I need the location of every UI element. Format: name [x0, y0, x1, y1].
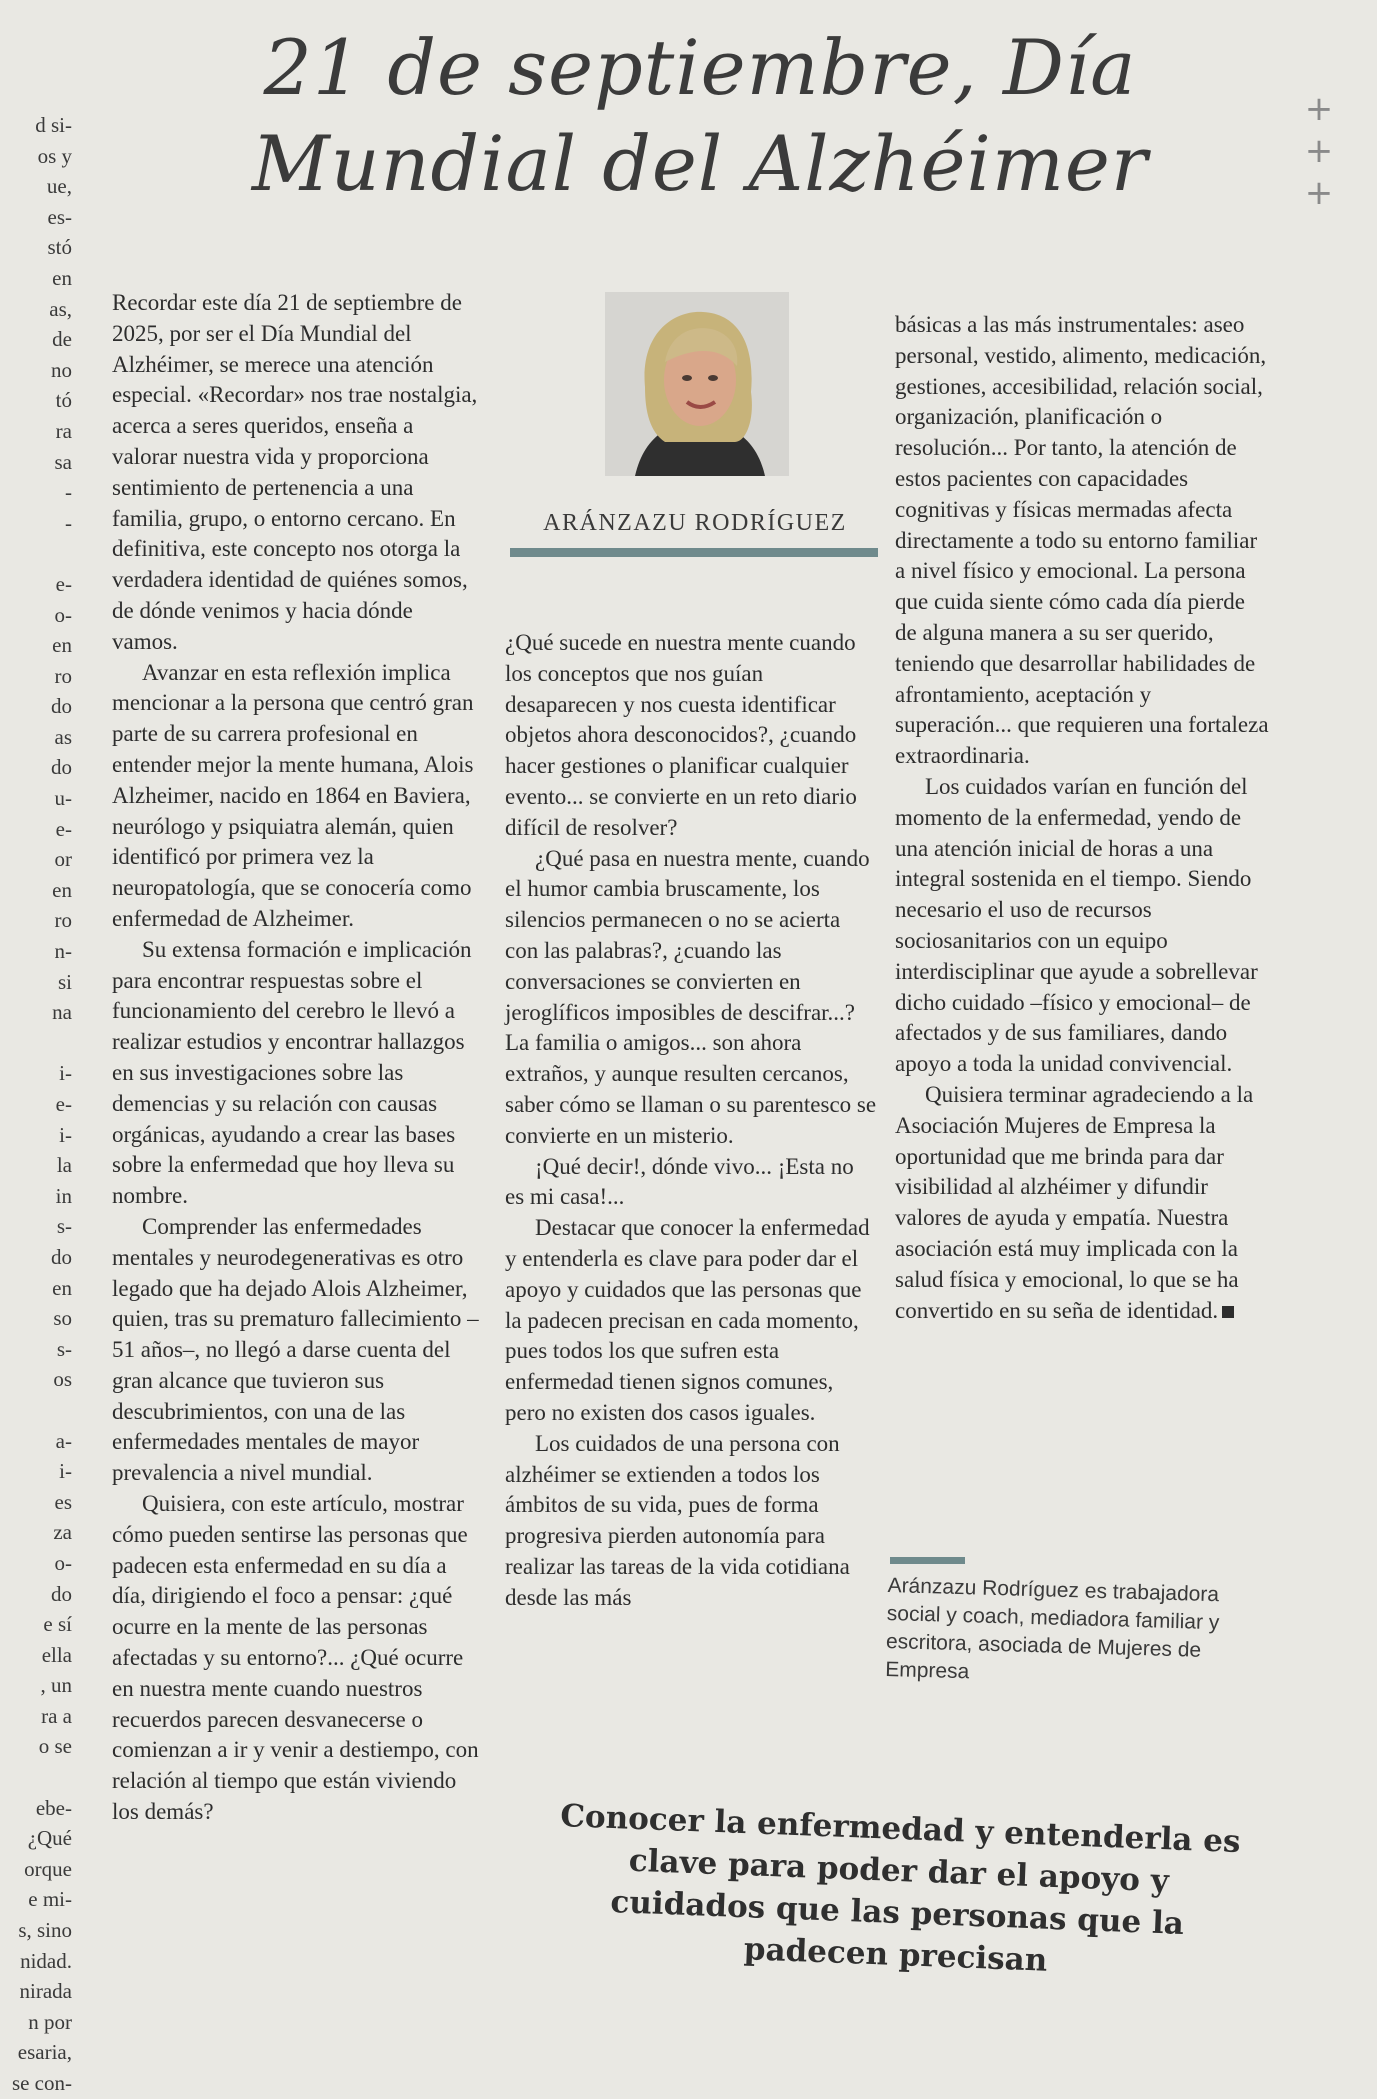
paragraph: Comprender las enfermedades mentales y neurodegenerativas es otro legado que ha dejado Alois Alzheimer, quien, tras su prematuro fallecimiento –51 años–, no llegó a darse cuenta del gran alcance que tuvieron sus descubrimientos, con una de las enfermedades mentales de mayor prevalencia a nivel mundial. — [112, 1213, 479, 1486]
paragraph: Los cuidados de una persona con alzhéimer se extienden a todos los ámbitos de su vida, pues de forma progresiva pierden autonomía para realizar las tareas de la vida cotidiana desde las más — [505, 1430, 850, 1610]
edge-text-line: es- — [47, 204, 72, 229]
edge-text-line: i- — [59, 1061, 72, 1086]
paragraph: ¿Qué pasa en nuestra mente, cuando el humor cambia bruscamente, los silencios permanecen o no se acierta con las palabras?, ¿cuando las conversaciones se convierten en jeroglíficos imposibles de descifrar...? La familia o amigos... son ahora extraños, y aunque resulten cercanos, saber cómo se llaman o su parentesco se convierte en un misterio. — [505, 845, 877, 1148]
edge-text-line — [0, 1395, 72, 1426]
edge-text-line: es — [54, 1489, 72, 1514]
edge-text-line: ebe- — [35, 1795, 72, 1820]
edge-text-line: orque — [24, 1856, 72, 1881]
edge-text-line: s, sino — [18, 1918, 72, 1943]
edge-text-line: e mi- — [28, 1887, 72, 1912]
edge-text-line: , un — [40, 1673, 72, 1698]
edge-text-line: u- — [54, 786, 72, 811]
author-name: ARÁNZAZU RODRÍGUEZ — [543, 510, 847, 536]
edge-text-line: do — [51, 1581, 72, 1606]
edge-text-line: a- — [55, 1428, 72, 1453]
end-of-article-icon — [1222, 1306, 1234, 1318]
edge-text-line: or — [54, 847, 72, 872]
article-column-1 — [112, 288, 480, 1828]
edge-text-line: ra a — [41, 1703, 72, 1728]
edge-text-line: in — [55, 1183, 72, 1208]
crop-marks — [1299, 88, 1339, 214]
paragraph: Recordar este día 21 de septiembre de 2025, por ser el Día Mundial del Alzhéimer, se merece una atención especial. «Recordar» nos trae nostalgia, acerca a seres queridos, enseña a valorar nuestra vida y proporciona sentimiento de pertenencia a una familia, grupo, o entorno cercano. En definitiva, este concepto nos otorga la verdadera identidad de quiénes somos, de dónde venimos y hacia dónde vamos. — [112, 290, 478, 654]
edge-text-line: si — [57, 969, 72, 994]
edge-text-line: s- — [56, 1336, 72, 1361]
edge-text-line: tó — [55, 388, 72, 413]
author-divider — [510, 548, 878, 557]
crop-mark-icon: + — [1304, 173, 1334, 213]
paragraph — [895, 1080, 1270, 1326]
edge-text-line: os y — [37, 143, 72, 168]
edge-text-line: do — [51, 694, 72, 719]
paragraph: ¿Qué sucede en nuestra mente cuando los conceptos que nos guían desaparecen y nos cuesta identificar objetos ahora desconocidos?, ¿cuando hacer gestiones o planificar cualquier evento... se convierte en un reto diario difícil de resolver? — [505, 630, 857, 840]
edge-text-line: s- — [56, 1214, 72, 1239]
edge-text-line: i- — [59, 1122, 72, 1147]
edge-text-line: d si- — [35, 113, 72, 137]
edge-text-line: - — [65, 480, 72, 505]
pull-quote: Conocer la enfermedad y entenderla es clave para poder dar el apoyo y cuidados que las personas que la padecen precisan — [559, 1797, 1242, 1979]
edge-text-line: n- — [54, 939, 72, 964]
edge-text-line: se con- — [11, 2071, 72, 2095]
edge-text-line: en — [52, 265, 72, 290]
author-portrait — [605, 292, 789, 476]
edge-text-line — [0, 1762, 72, 1793]
author-portrait-icon — [605, 292, 789, 476]
bio-divider — [890, 1557, 965, 1564]
edge-text-line: o se — [38, 1734, 72, 1759]
paragraph: ¡Qué decir!, dónde vivo... ¡Esta no es mi casa!... — [505, 1153, 854, 1210]
paragraph: básicas a las más instrumentales: aseo personal, vestido, alimento, medicación, gestiones, accesibilidad, relación social, organización, planificación o resolución... Por tanto, la atención de estos pacientes con capacidades cognitivas y físicas mermadas afecta directamente a todo su entorno familiar a nivel físico y emocional. La persona que cuida siente cómo cada día pierde de alguna manera a su ser querido, teniendo que desarrollar habilidades de afrontamiento, aceptación y superación... que requieren una fortaleza extraordinaria. — [895, 312, 1269, 769]
edge-text-line — [0, 1028, 72, 1059]
crop-mark-icon: + — [1304, 131, 1334, 171]
edge-text-line: e- — [55, 816, 72, 841]
author-bio: Aránzazu Rodríguez es trabajadora social y coach, mediadora familiar y escritora, asociada de Mujeres de Empresa — [884, 1573, 1220, 1684]
edge-text-line: en — [52, 1275, 72, 1300]
article-column-2 — [505, 628, 877, 1614]
edge-text-line: e- — [55, 1092, 72, 1116]
edge-text-line: za — [53, 1520, 72, 1545]
edge-text-line: esaria, — [17, 2040, 72, 2065]
edge-text-line: de — [52, 327, 72, 352]
edge-text-line: nidad. — [20, 1948, 72, 1973]
edge-text-line: n por — [28, 2009, 72, 2034]
edge-text-line: ella — [41, 1642, 72, 1667]
edge-text-line: o- — [54, 1550, 72, 1575]
edge-text-line: do — [51, 1244, 72, 1269]
edge-text-line: en — [52, 877, 72, 902]
edge-text-line: as, — [49, 296, 72, 321]
paragraph: Quisiera, con este artículo, mostrar cómo pueden sentirse las personas que padecen esta enfermedad en su día a día, dirigiendo el foco a pensar: ¿qué ocurre en la mente de las personas afectadas y su entorno?... ¿Qué ocurre en nuestra mente cuando nuestros recuerdos parecen desvanecerse o comienzan a ir y venir a destiempo, con relación al tiempo que están viviendo los demás? — [112, 1491, 479, 1825]
edge-text-line: stó — [47, 235, 72, 260]
edge-text-line: ra — [55, 418, 72, 443]
paragraph: Avanzar en esta reflexión implica mencionar a la persona que centró gran parte de su carrera profesional en entender mejor la mente humana, Alois Alzheimer, nacido en 1864 en Baviera, neurólogo y psiquiatra alemán, quien identificó por primera vez la neuropatología, que se conocería como enfermedad de Alzheimer. — [112, 659, 474, 931]
crop-mark-icon: + — [1304, 89, 1334, 129]
edge-text-line: so — [53, 1306, 72, 1331]
edge-text-line: sa — [54, 449, 72, 474]
edge-text-line: e sí — [43, 1612, 72, 1637]
edge-text-line — [0, 538, 72, 569]
edge-text-line: na — [52, 1000, 72, 1025]
headline: 21 de septiembre, Día Mundial del Alzhéimer — [251, 23, 1149, 208]
edge-text-line: en — [52, 633, 72, 658]
edge-text-line: nirada — [19, 1979, 72, 2004]
paragraph: Los cuidados varían en función del momento de la enfermedad, yendo de una atención inicial de horas a una integral sostenida en el tiempo. Siendo necesario el uso de recursos sociosanitarios con un equipo interdisciplinar que ayude a sobrellevar dicho cuidado –físico y emocional– de afectados y de sus familiares, dando apoyo a toda la unidad convivencial. — [895, 773, 1258, 1077]
edge-text-line: ¿Qué — [27, 1826, 72, 1851]
article-column-3 — [895, 310, 1270, 1326]
edge-text-line: do — [51, 755, 72, 780]
edge-text-line: la — [56, 1153, 72, 1178]
paragraph: Destacar que conocer la enfermedad y entenderla es clave para poder dar el apoyo y cuidados que las personas que la padecen precisan en cada momento, pues todos los que sufren esta enfermedad tienen signos comunes, pero no existen dos casos iguales. — [505, 1215, 870, 1425]
edge-text-line: ue, — [46, 174, 72, 199]
edge-text-line: i- — [59, 1459, 72, 1484]
edge-text-line: o- — [54, 602, 72, 627]
edge-text-line: e- — [55, 571, 72, 596]
edge-text-line: as — [54, 724, 72, 749]
paragraph: Su extensa formación e implicación para encontrar respuestas sobre el funcionamiento del cerebro le llevó a realizar estudios y encontrar hallazgos en sus investigaciones sobre las demencias y su relación con causas orgánicas, ayudando a crear las bases sobre la enfermedad que hoy lleva su nombre. — [112, 936, 472, 1209]
edge-text-line: ro — [54, 663, 72, 688]
edge-text-line: ro — [54, 908, 72, 933]
edge-text-line: - — [65, 510, 72, 535]
paragraph-text: Quisiera terminar agradeciendo a la Asociación Mujeres de Empresa la oportunidad que me brinda para dar visibilidad al alzhéimer y difundir valores de ayuda y empatía. Nuestra asociación está muy implicada con la salud física y emocional, lo que se ha convertido en su seña de identidad. — [895, 1081, 1254, 1323]
adjacent-article-fragment — [0, 110, 72, 2095]
edge-text-line: os — [53, 1367, 72, 1392]
edge-text-line: no — [51, 357, 72, 382]
